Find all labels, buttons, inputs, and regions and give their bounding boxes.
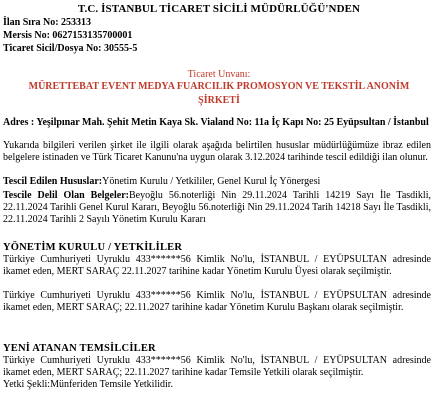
- ticaret-sicil-dosya-no: Ticaret Sicil/Dosya No: 30555-5: [3, 43, 138, 54]
- board-heading: YÖNETİM KURULU / YETKİLİLER: [3, 242, 183, 253]
- company-name: MÜRETTEBAT EVENT MEDYA FUARCILIK PROMOSYON VE TEKSTİL ANONİM ŞİRKETİ: [28, 81, 410, 106]
- authority-type: [3, 379, 431, 391]
- intro-paragraph: Yukarıda bilgileri verilen şirket ile ilgili olarak aşağıda belirtilen hususlar müdürlüğümüze ibraz edilen belgelere istinaden ve Türk Ticaret Kanunu'na uygun olarak 3.12.2024 tarihinde tescil edildiği ilan olunur.: [3, 140, 431, 163]
- authority-type-value: Münferiden Temsile Yetkilidir.: [50, 379, 174, 390]
- supporting-documents: [3, 190, 431, 225]
- supporting-documents-label: Tescile Delil Olan Belgeler:: [3, 190, 129, 201]
- address-block: [3, 116, 431, 129]
- registered-matters-label: Tescil Edilen Hususlar:: [3, 176, 103, 187]
- representatives-heading: YENİ ATANAN TEMSİLCİLER: [3, 343, 156, 354]
- registry-office-title: T.C. İSTANBUL TİCARET SİCİLİ MÜDÜRLÜĞÜ'NDEN: [77, 3, 361, 15]
- supporting-documents-value: Beyoğlu 56.noterliği Nin 29.11.2024 Tarihli 14219 Sayı İle Tasdikli, 22.11.2024 Tarihli Genel Kurul Kararı, Beyoğlu 56.noterliği Nin 29.11.2024 Tarih 14218 Sayı İle Tasdikli, 22.11.2024 Tarihli 2 Sayılı Yönetim Kurulu Kararı: [3, 190, 431, 225]
- authority-type-label: Yetki Şekli:: [3, 379, 51, 390]
- board-entry: Türkiye Cumhuriyeti Uyruklu 433******56 Kimlik No'lu, İSTANBUL / EYÜPSULTAN adresinde ikamet eden, MERT SARAÇ; 22.11.2027 tarihine kadar Yönetim Kurulu Başkanı olarak seçilmiştir.: [3, 290, 431, 313]
- representative-entry: Türkiye Cumhuriyeti Uyruklu 433******56 Kimlik No'lu, İSTANBUL / EYÜPSULTAN adresinde ikamet eden, MERT SARAÇ; 22.11.2027 tarihine kadar Temsile Yetkili olarak seçilmiştir.: [3, 355, 431, 378]
- board-entry: Türkiye Cumhuriyeti Uyruklu 433******56 Kimlik No'lu, İSTANBUL / EYÜPSULTAN adresinde ikamet eden, MERT SARAÇ 22.11.2027 tarihine kadar Yönetim Kurulu Üyesi olarak seçilmiştir.: [3, 254, 431, 277]
- company-title-label: Ticaret Unvanı:: [187, 69, 251, 80]
- ilan-sira-no: İlan Sıra No: 253313: [3, 17, 92, 28]
- registered-matters-value: Yönetim Kurulu / Yetkililer, Genel Kurul İç Yönergesi: [102, 176, 321, 187]
- address-value: Yeşilpınar Mah. Şehit Metin Kaya Sk. Vialand No: 11a İç Kapı No: 25 Eyüpsultan / İstanbul: [36, 117, 429, 128]
- address-label: Adres :: [3, 117, 35, 128]
- registered-matters: [3, 176, 431, 188]
- mersis-no: Mersis No: 0627153135700001: [3, 30, 133, 41]
